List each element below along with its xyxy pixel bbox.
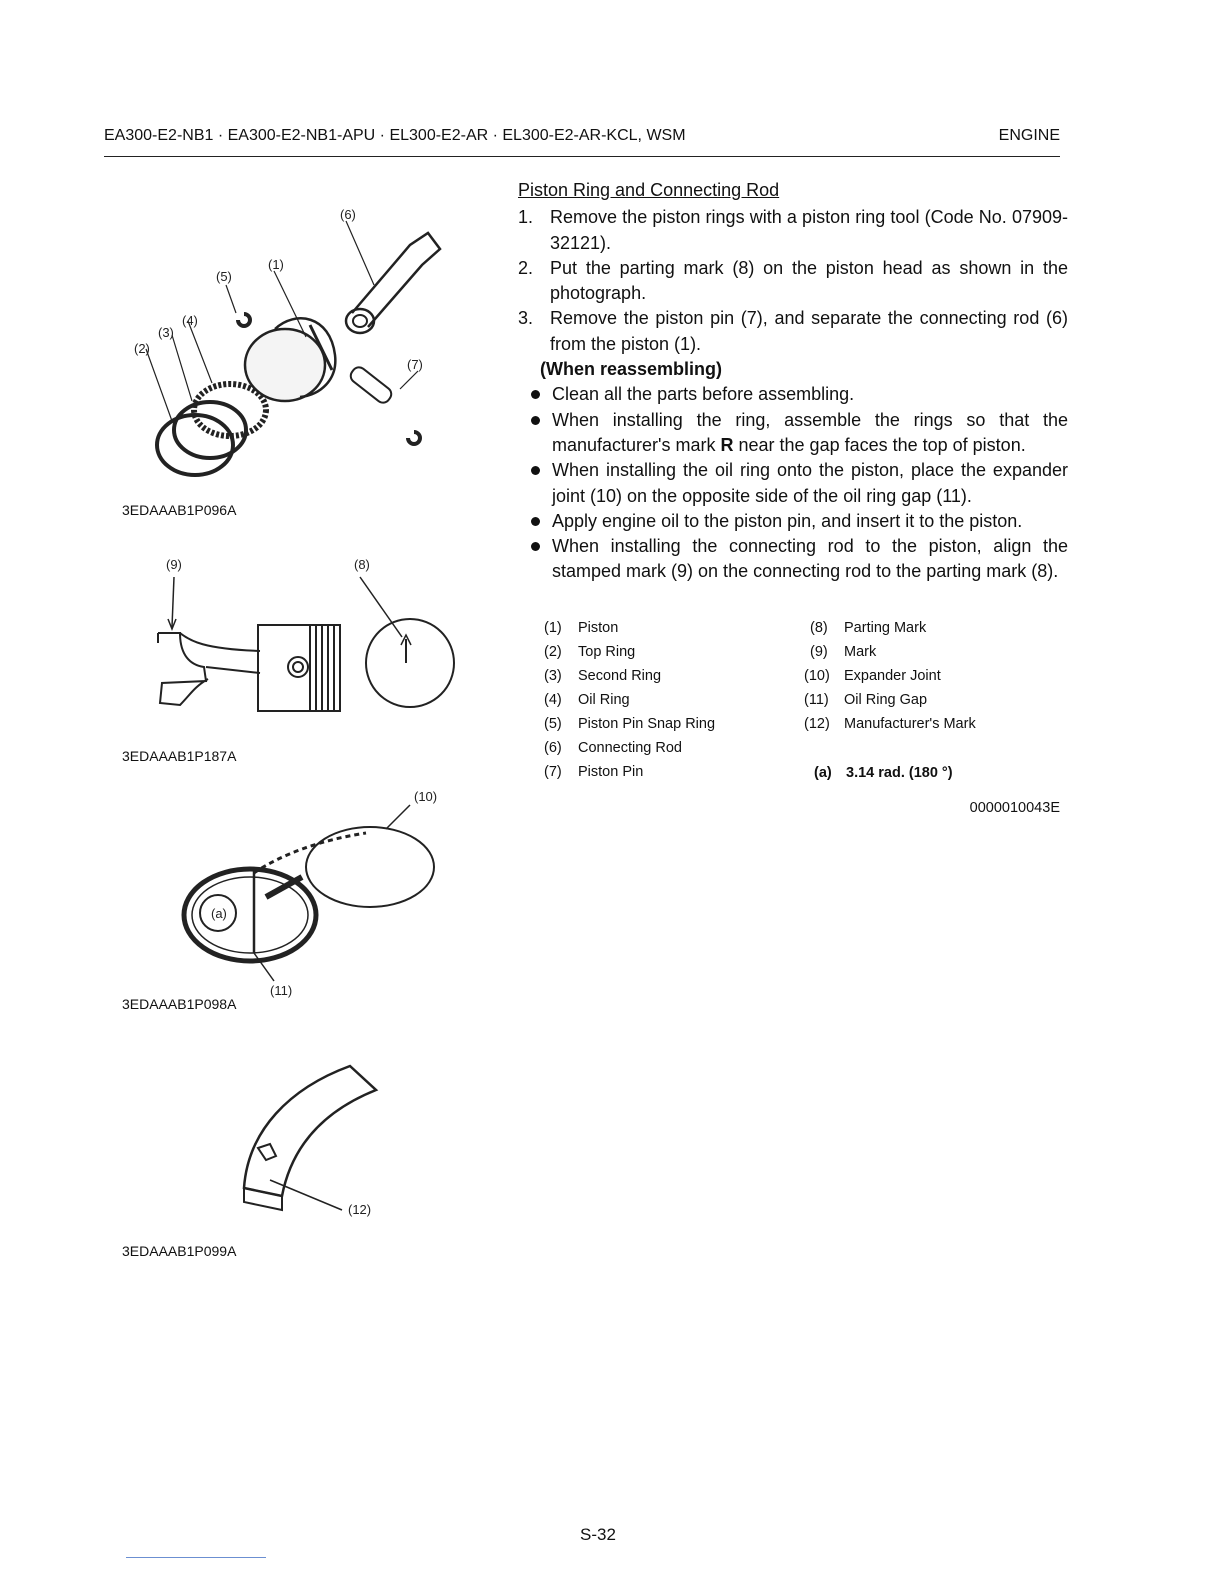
callout-9: (9): [166, 557, 182, 572]
legend-num: (12): [804, 716, 830, 732]
legend-label: Expander Joint: [844, 668, 941, 684]
ring-segment-drawing: [244, 1066, 376, 1196]
legend-item: [810, 620, 926, 636]
callout-11: (11): [270, 983, 293, 998]
bullet-bold-mark: R: [720, 434, 734, 455]
legend-item: [810, 644, 876, 660]
note-label: 3.14 rad. (180 °): [846, 765, 953, 781]
footer-rule: [126, 1557, 266, 1558]
legend-label: Oil Ring Gap: [844, 692, 928, 708]
figure-manufacturer-mark: [230, 1060, 390, 1220]
reassembly-heading: (When reassembling): [540, 359, 723, 380]
bullet-item: When installing the oil ring onto the piston, place the expander joint (10) on the opposite side of the oil ring gap (11).: [518, 458, 1068, 509]
header-divider: [104, 156, 1060, 157]
legend-num: (10): [804, 668, 830, 684]
legend-item: [544, 692, 630, 708]
figure-code: 3EDAAAB1P098A: [122, 996, 237, 1012]
callout-7: (7): [407, 357, 423, 372]
expander-drawing: [306, 827, 434, 907]
connecting-rod-drawing: [352, 233, 440, 327]
legend-num: (1): [544, 620, 562, 636]
legend-item: [544, 668, 661, 684]
callout-8: (8): [354, 557, 370, 572]
bullet-item: Clean all the parts before assembling.: [518, 382, 1068, 407]
step-number: 1.: [518, 207, 534, 228]
figure-code: 3EDAAAB1P096A: [122, 502, 237, 518]
figure-piston-exploded: [110, 205, 470, 495]
piston-top-drawing: [366, 619, 454, 707]
snap-ring-drawing: [238, 314, 250, 326]
section-title: Piston Ring and Connecting Rod: [518, 180, 780, 200]
legend-num: (11): [804, 692, 829, 708]
legend-label: Piston Pin: [578, 764, 644, 780]
callout-4: (4): [182, 313, 198, 328]
step-1: [518, 205, 1068, 256]
header-model-list: EA300-E2-NB1 · EA300-E2-NB1-APU · EL300-E2-AR · EL300-E2-AR-KCL, WSM: [104, 127, 686, 144]
top-ring-drawing: [157, 415, 233, 475]
oil-ring-drawing: [194, 384, 266, 436]
step-text: Remove the piston pin (7), and separate the connecting rod (6) from the piston (1).: [550, 308, 1068, 354]
callout-12: (12): [348, 1202, 372, 1217]
bullet-item: Apply engine oil to the piston pin, and insert it to the piston.: [518, 509, 1068, 534]
legend-num: (8): [810, 620, 828, 636]
legend-item: [544, 716, 715, 732]
legend-num: (4): [544, 692, 562, 708]
legend-item: [804, 716, 976, 732]
figure-rod-marks: [150, 555, 460, 720]
callout-6: (6): [340, 207, 356, 222]
step-text: Remove the piston rings with a piston ring tool (Code No. 07909-32121).: [550, 207, 1068, 253]
angle-note: [814, 765, 953, 781]
callout-1: (1): [268, 257, 284, 272]
legend-label: Manufacturer's Mark: [844, 716, 976, 732]
page-number: S-32: [580, 1525, 616, 1544]
step-number: 3.: [518, 308, 534, 329]
legend-num: (6): [544, 740, 562, 756]
step-2: [518, 256, 1068, 307]
figure-code: 3EDAAAB1P187A: [122, 748, 237, 764]
bullet-text: near the gap faces the top of piston.: [733, 434, 1026, 455]
legend-item: [544, 740, 682, 756]
figure-code: 3EDAAAB1P099A: [122, 1243, 237, 1259]
legend-item: [804, 668, 941, 684]
piston-pin-drawing: [348, 365, 394, 406]
legend-label: Parting Mark: [844, 620, 927, 636]
legend-label: Oil Ring: [578, 692, 630, 708]
callout-5: (5): [216, 269, 232, 284]
bullet-item: [518, 408, 1068, 459]
callout-3: (3): [158, 325, 174, 340]
legend-item: [544, 620, 618, 636]
header-section: ENGINE: [998, 127, 1060, 144]
callout-2: (2): [134, 341, 150, 356]
bullet-item: When installing the connecting rod to the piston, align the stamped mark (9) on the connecting rod to the parting mark (8).: [518, 534, 1068, 585]
callout-10: (10): [414, 789, 438, 804]
legend-label: Piston Pin Snap Ring: [578, 716, 716, 732]
legend-label: Piston: [578, 620, 619, 636]
legend-label: Mark: [844, 644, 877, 660]
bullet-text: When installing the ring, assemble the rings so that the manufacturer's mark: [552, 409, 1068, 455]
legend-num: (7): [544, 764, 562, 780]
figure-oil-ring: [170, 785, 460, 1000]
legend-label: Connecting Rod: [578, 740, 682, 756]
piston-drawing: [245, 329, 325, 401]
step-text: Put the parting mark (8) on the piston head as shown in the photograph.: [550, 257, 1068, 304]
step-3: [518, 306, 1068, 357]
legend-label: Second Ring: [578, 668, 662, 684]
legend-item: [544, 644, 635, 660]
legend-item: [544, 764, 643, 780]
legend-label: Top Ring: [578, 644, 636, 660]
note-num: (a): [814, 765, 832, 781]
legend-item: [804, 692, 927, 708]
legend-num: (9): [810, 644, 828, 660]
legend-num: (2): [544, 644, 562, 660]
step-number: 2.: [518, 257, 534, 278]
document-code: 0000010043E: [969, 800, 1060, 816]
procedure-text: [518, 178, 1068, 585]
legend-num: (5): [544, 716, 562, 732]
legend-num: (3): [544, 668, 562, 684]
callout-a: (a): [211, 906, 227, 921]
